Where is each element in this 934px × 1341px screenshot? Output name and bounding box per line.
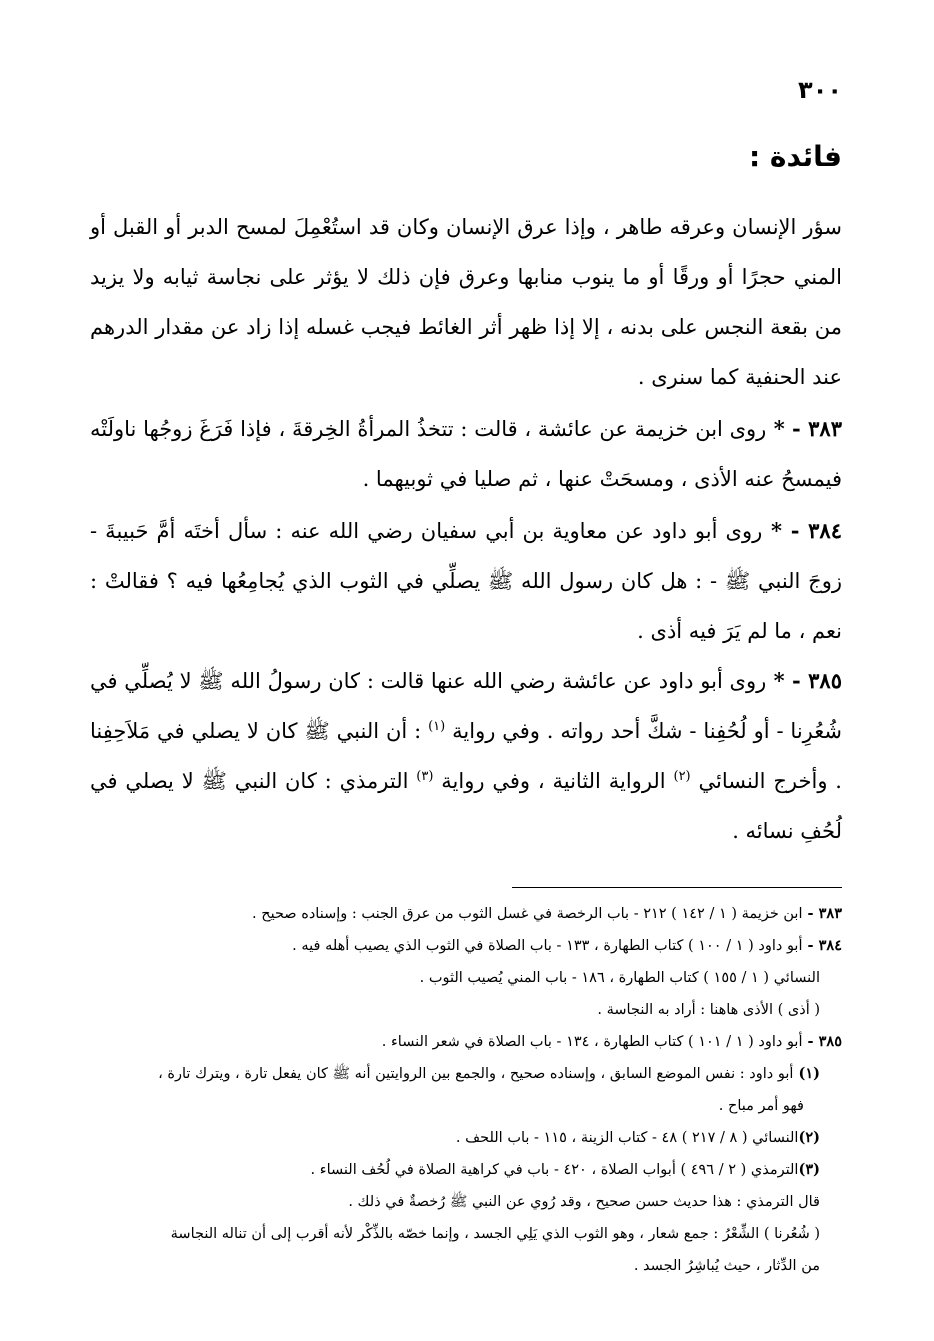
footnote-line <box>90 898 842 930</box>
hadith-384-text: روى أبو داود عن معاوية بن أبي سفيان رضي الله عنه : سأل أختَه أمَّ حَبيبةَ - زوجَ النبي ﷺ - : هل كان رسول الله ﷺ يصلِّي في الثوب الذي يُجامِعُها فيه ؟ فقالتْ : نعم ، ما لم يَرَ فيه أذى . <box>90 519 842 643</box>
hadith-385-text-part4: الترمذي : كان النبي ﷺ لا يصلي في لُحُفِ نسائه . <box>90 769 842 843</box>
section-heading: فائدة : <box>748 140 842 173</box>
footnote-line <box>90 1154 842 1186</box>
footnote-line <box>90 962 842 994</box>
footnote-line <box>90 1218 842 1250</box>
footnote-line <box>90 1250 842 1282</box>
hadith-385-text-part1: روى أبو داود عن عائشة رضي الله عنها قالت : كان رسولُ الله ﷺ لا يُصلِّي في شُعُرِنا - أو لُحُفِنا - شكَّ أحد رواته . وفي رواية <box>90 669 842 743</box>
footnote-divider <box>512 887 842 888</box>
footnote-text: ( شُعُرنا ) الشِّعْرُ : جمع شعار ، وهو الثوب الذي يَلِي الجسد ، وإنما خصّه بالذِّكْر لأنه أقرب إلى أن تناله النجاسة <box>170 1226 820 1242</box>
footnote-number: (٢) <box>798 1129 820 1146</box>
footnote-ref-3[interactable]: (٣) <box>416 769 434 784</box>
footnote-line <box>90 930 842 962</box>
footnote-number: ٣٨٣ - <box>802 905 842 922</box>
footnote-number: ٣٨٤ - <box>802 937 842 954</box>
hadith-384-number: ٣٨٤ - * <box>762 518 842 543</box>
page-number: ٣٠٠ <box>798 76 842 104</box>
hadith-385-text-part3: الرواية الثانية ، وفي رواية <box>441 769 674 793</box>
footnote-text: أبو داود ( ١ / ١٠٠ ) كتاب الطهارة ، ١٣٣ - باب الصلاة في الثوب الذي يصيب أهله فيه . <box>292 938 803 954</box>
footnote-ref-1[interactable]: (١) <box>428 719 446 734</box>
hadith-385-number: ٣٨٥ - * <box>766 668 842 693</box>
footnote-text: أبو داود ( ١ / ١٠١ ) كتاب الطهارة ، ١٣٤ - باب الصلاة في شعر النساء . <box>381 1034 803 1050</box>
footnote-line <box>90 994 842 1026</box>
footnote-text: ( أذى ) الأذى هاهنا : أراد به النجاسة . <box>597 1002 820 1018</box>
hadith-385-paragraph <box>90 656 842 856</box>
hadith-385-text-part2: : أن النبي ﷺ كان لا يصلي في مَلاَحِفِنا . وأخرج النسائي <box>90 719 842 793</box>
footnote-text: النسائي ( ١ / ١٥٥ ) كتاب الطهارة ، ١٨٦ - باب المني يُصيب الثوب . <box>419 970 820 986</box>
footnote-text: النسائي ( ٨ / ٢١٧ ) ٤٨ - كتاب الزينة ، ١١٥ - باب اللحف . <box>455 1130 799 1146</box>
hadith-384-paragraph <box>90 506 842 656</box>
footnote-number: (١) <box>793 1065 820 1082</box>
footnote-ref-2[interactable]: (٢) <box>673 769 691 784</box>
hadith-383-number: ٣٨٣ - * <box>766 416 842 441</box>
hadith-383-text: روى ابن خزيمة عن عائشة ، قالت : تتخذُ المرأةُ الخِرقةَ ، فإذا فَرَغَ زوجُها ناولَتْه فيمسحُ عنه الأذى ، ومسحَتْ عنها ، ثم صليا في ثوبيهما . <box>90 417 842 491</box>
intro-paragraph: سؤر الإنسان وعرقه طاهر ، وإذا عرق الإنسان وكان قد استُعْمِلَ لمسح الدبر أو القبل أو المني حجرًا أو ورقًا أو ما ينوب منابها وعرق فإن ذلك لا يؤثر على نجاسة ثيابه ولا يزيد من بقعة النجس على بدنه ، إلا إذا ظهر أثر الغائط فيجب غسله إذا زاد عن مقدار الدرهم عند الحنفية كما سنرى . <box>90 215 842 389</box>
footnote-line <box>90 1122 842 1154</box>
footnote-line <box>90 1026 842 1058</box>
footnote-text: فهو أمر مباح . <box>718 1098 804 1114</box>
footnote-number: (٣) <box>798 1161 820 1178</box>
footnote-text: أبو داود : نفس الموضع السابق ، وإسناده صحيح ، والجمع بين الروايتين أنه ﷺ كان يفعل تارة ، ويترك تارة ، <box>158 1066 794 1082</box>
footnote-line <box>90 1186 842 1218</box>
footnotes-section <box>90 898 842 1282</box>
footnote-line <box>90 1090 842 1122</box>
footnote-number: ٣٨٥ - <box>802 1033 842 1050</box>
footnote-line <box>90 1058 842 1090</box>
footnote-text: من الدِّثار ، حيث يُباشِرُ الجسد . <box>633 1258 820 1274</box>
hadith-383-paragraph <box>90 404 842 504</box>
footnote-text: ابن خزيمة ( ١ / ١٤٢ ) ٢١٢ - باب الرخصة في غسل الثوب من عرق الجنب : وإسناده صحيح . <box>251 906 803 922</box>
footnote-text: قال الترمذي : هذا حديث حسن صحيح ، وقد رُوي عن النبي ﷺ رُخصةٌ في ذلك . <box>348 1194 820 1210</box>
footnote-text: الترمذي ( ٢ / ٤٩٦ ) أبواب الصلاة ، ٤٢٠ - باب في كراهية الصلاة في لُحُف النساء . <box>310 1162 799 1178</box>
